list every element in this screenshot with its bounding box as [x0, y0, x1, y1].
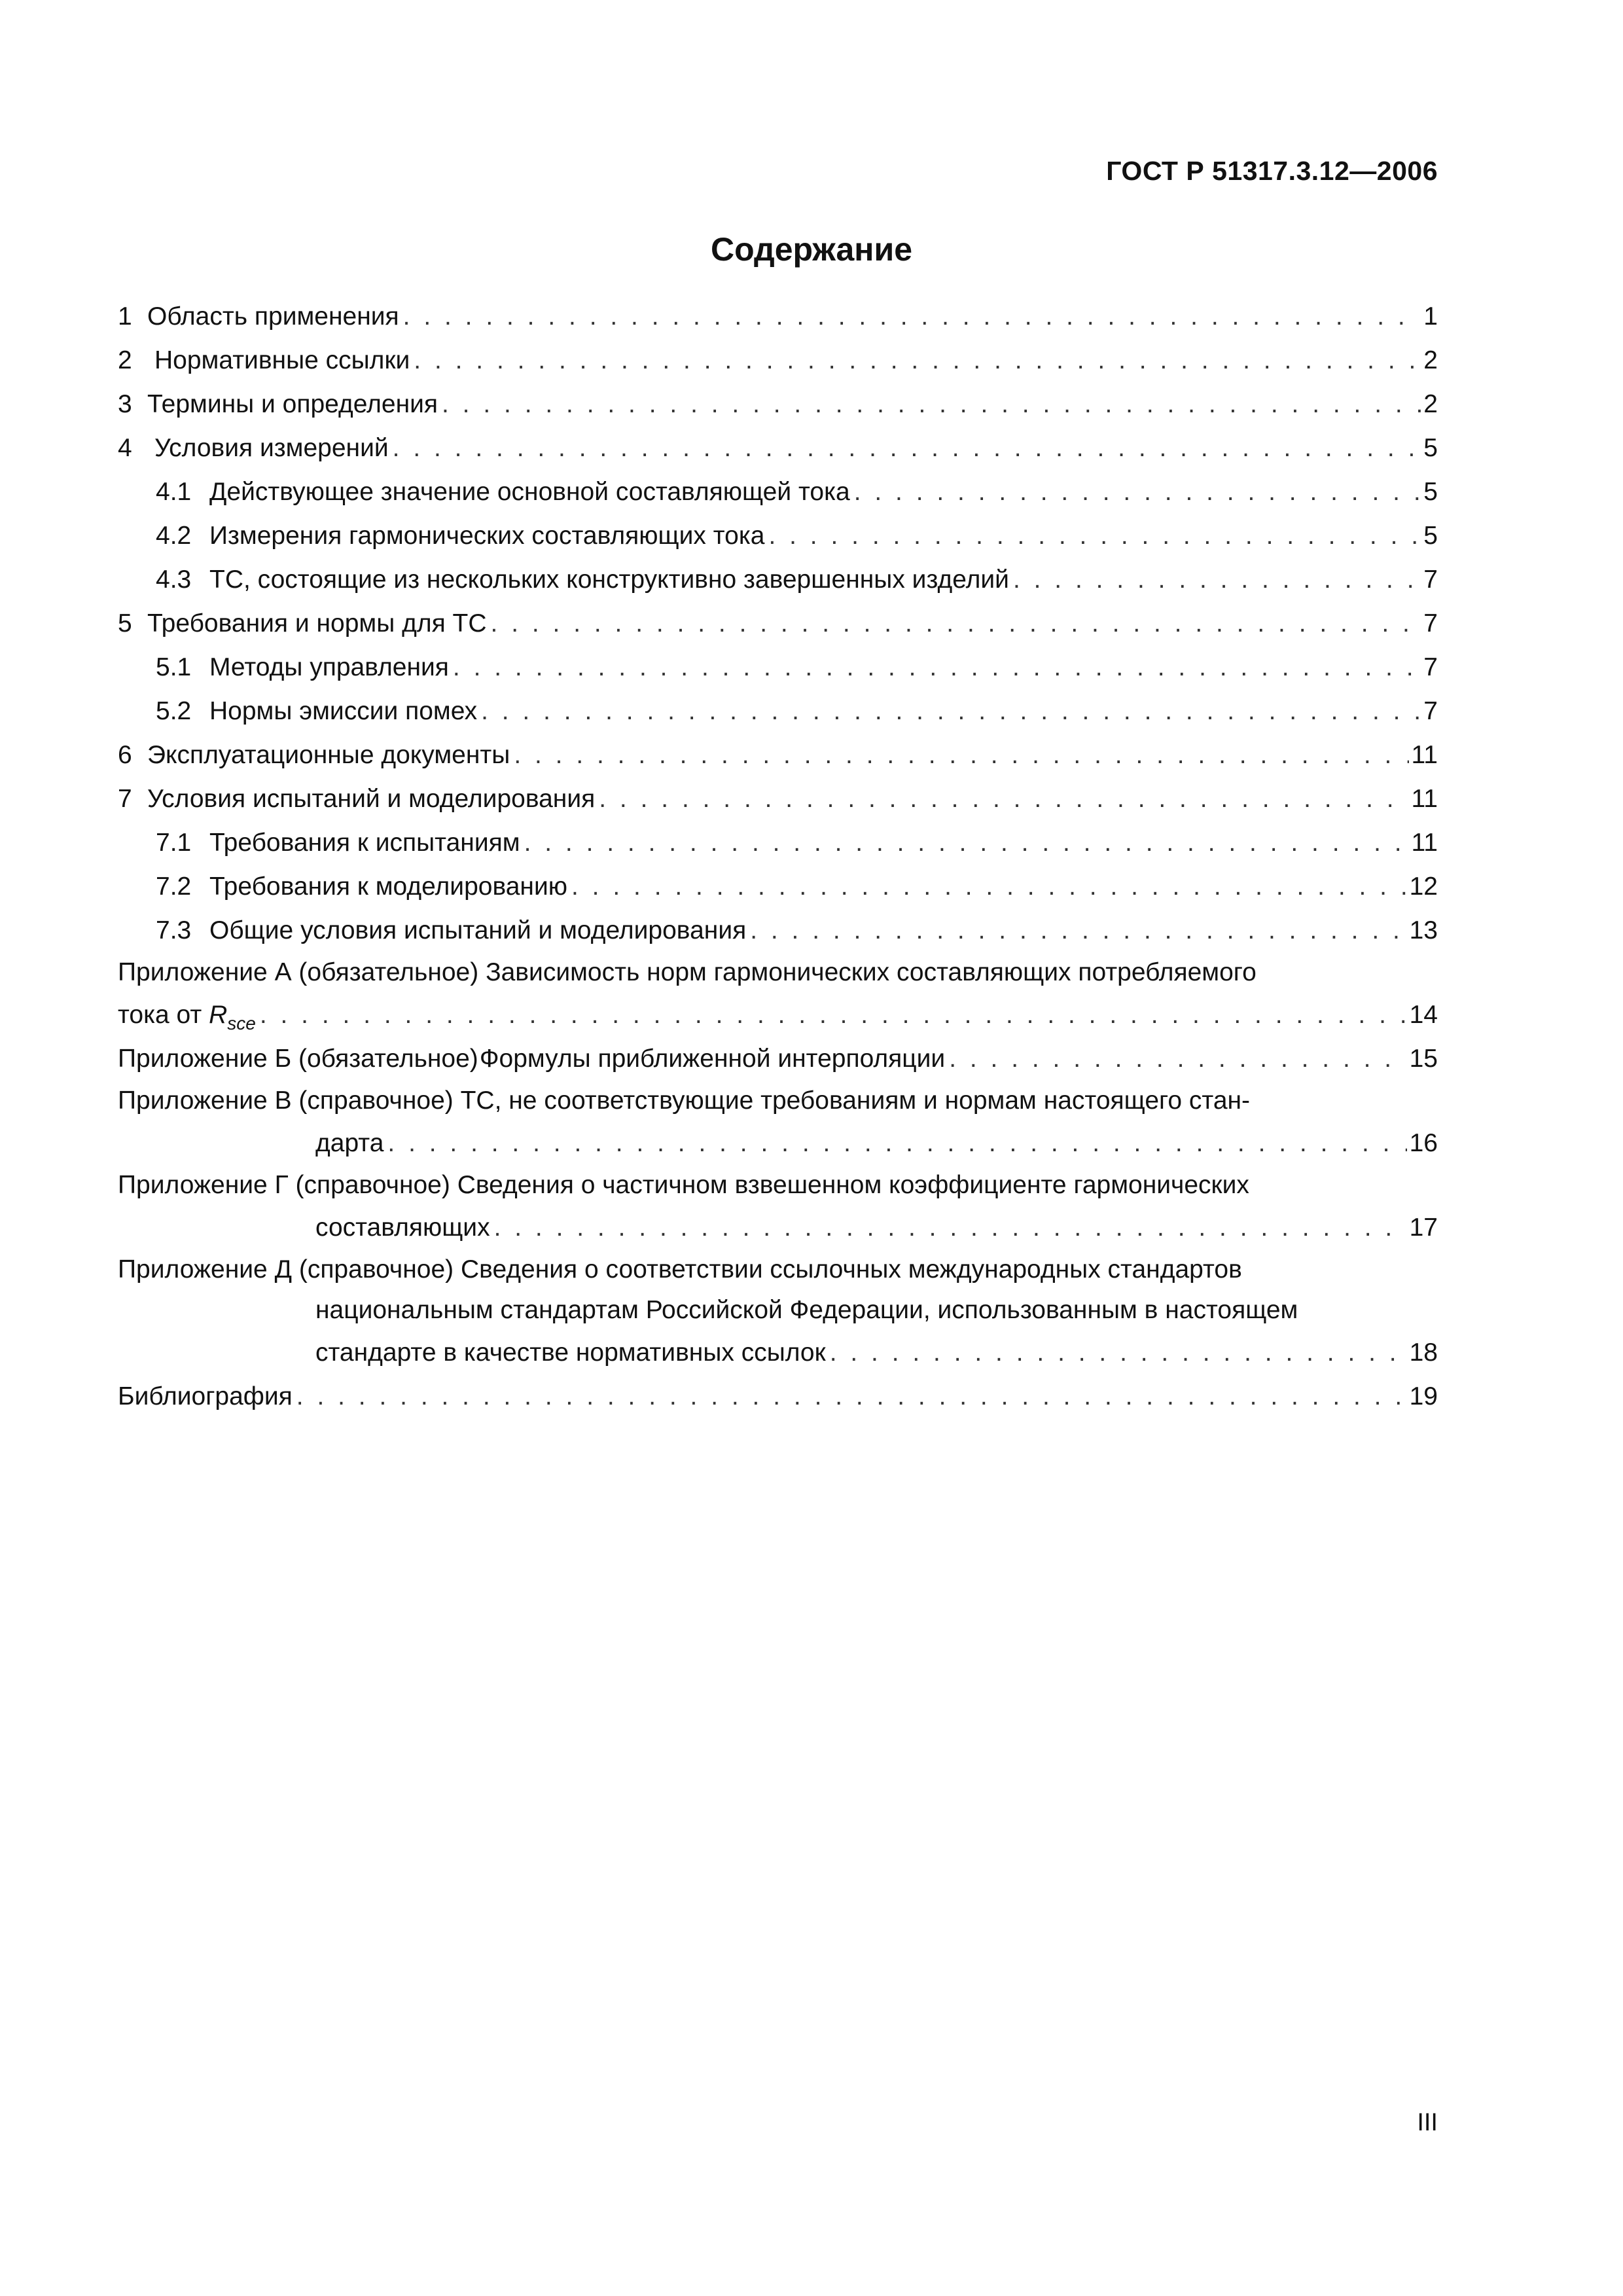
- dot-leader: [830, 1331, 1407, 1374]
- toc-entry-page: 16: [1409, 1129, 1438, 1157]
- appendix-label: Приложение А (обязательное): [118, 958, 479, 986]
- toc-entry[interactable]: [118, 426, 1438, 470]
- toc-entry[interactable]: [118, 295, 1438, 338]
- toc-entry[interactable]: [118, 514, 1438, 558]
- page-number: III: [1417, 2109, 1438, 2136]
- toc-entry[interactable]: [118, 382, 1438, 426]
- appendix-title-text: Формулы приближенной интерполяции: [479, 1045, 946, 1073]
- toc-entry-page: 7: [1423, 653, 1438, 681]
- toc-entry-page: 2: [1423, 346, 1438, 374]
- toc-entry-page: 7: [1423, 697, 1438, 725]
- toc-entry-page: 18: [1409, 1338, 1438, 1367]
- toc-entry-number: 6: [118, 741, 132, 769]
- toc-entry-page: 12: [1409, 872, 1438, 901]
- appendix-title-last: дарта: [315, 1129, 384, 1157]
- toc-entry-title: Требования к моделированию: [209, 872, 568, 901]
- toc-entry-page: 13: [1409, 916, 1438, 944]
- toc-entry-number: 7.1: [156, 829, 192, 857]
- dot-leader: [387, 1121, 1406, 1165]
- r-subscript: sce: [227, 1013, 256, 1033]
- dot-leader: [750, 908, 1406, 952]
- toc-entry[interactable]: [118, 338, 1438, 382]
- appendix-label: Приложение В (справочное): [118, 1086, 454, 1115]
- toc-entry-number: 5.1: [156, 653, 192, 681]
- toc-entry-number: 1: [118, 302, 132, 331]
- toc-entry-title: Методы управления: [209, 653, 449, 681]
- dot-leader: [414, 338, 1421, 382]
- toc-appendix-entry[interactable]: [118, 1165, 1438, 1249]
- dot-leader: [403, 295, 1421, 338]
- toc-entry-number: 4: [118, 434, 132, 462]
- appendix-title-line: ТС, не соответствующие требованиям и нормам настоящего стан-: [460, 1086, 1251, 1115]
- appendix-title-text: тока от: [118, 1001, 209, 1029]
- dot-leader: [1013, 558, 1421, 601]
- toc-entry[interactable]: [118, 689, 1438, 733]
- dot-leader: [524, 821, 1409, 865]
- toc-entry-page: 11: [1411, 741, 1438, 769]
- toc-entry[interactable]: [118, 558, 1438, 601]
- toc-entry[interactable]: [118, 865, 1438, 908]
- appendix-title-line: национальным стандартам Российской Федерации, использованным в настоящем: [315, 1296, 1298, 1324]
- toc-entry[interactable]: [118, 777, 1438, 821]
- toc-entry-title: Эксплуатационные документы: [147, 741, 510, 769]
- appendix-title-last: составляющих: [315, 1213, 490, 1242]
- dot-leader: [854, 470, 1421, 514]
- dot-leader: [494, 1206, 1407, 1249]
- toc-entry-title: Условия измерений: [154, 434, 389, 462]
- toc-appendix-entry[interactable]: [118, 1081, 1438, 1165]
- toc-entry[interactable]: [118, 470, 1438, 514]
- dot-leader: [442, 382, 1421, 426]
- toc-entry-number: 4.2: [156, 522, 192, 550]
- dot-leader: [514, 733, 1408, 777]
- dot-leader: [296, 1374, 1407, 1418]
- appendix-title-last: стандарте в качестве нормативных ссылок: [315, 1338, 826, 1367]
- toc-entry-number: 7: [118, 785, 132, 813]
- toc-entry-title: ТС, состоящие из нескольких конструктивно завершенных изделий: [209, 565, 1009, 594]
- toc-entry-number: 4.1: [156, 478, 192, 506]
- toc-entry-title: Общие условия испытаний и моделирования: [209, 916, 747, 944]
- toc-entry[interactable]: [118, 821, 1438, 865]
- toc-entry-title: Действующее значение основной составляющей тока: [209, 478, 850, 506]
- dot-leader: [481, 689, 1421, 733]
- toc-entry[interactable]: [118, 645, 1438, 689]
- dot-leader: [453, 645, 1421, 689]
- r-symbol: R: [209, 1001, 228, 1029]
- toc-entry-title: Условия испытаний и моделирования: [147, 785, 596, 813]
- toc-entry-page: 5: [1423, 522, 1438, 550]
- appendix-label: Приложение Г (справочное): [118, 1171, 450, 1199]
- toc-entry-page: 5: [1423, 434, 1438, 462]
- toc-entry[interactable]: [118, 908, 1438, 952]
- toc-entry-number: 2: [118, 346, 132, 374]
- toc-appendix-entry[interactable]: [118, 1249, 1438, 1374]
- toc-entry-page: 7: [1423, 565, 1438, 594]
- toc-entry-page: 17: [1409, 1213, 1438, 1242]
- toc-entry[interactable]: [118, 601, 1438, 645]
- appendix-label: Приложение Д (справочное): [118, 1255, 454, 1283]
- toc-entry-number: 4.3: [156, 565, 192, 594]
- toc-entry-number: 7.2: [156, 872, 192, 901]
- appendix-title-line: Сведения о соответствии ссылочных международных стандартов: [461, 1255, 1242, 1283]
- dot-leader: [768, 514, 1421, 558]
- toc-entry-title: Требования к испытаниям: [209, 829, 520, 857]
- toc-entry-page: 19: [1409, 1382, 1438, 1410]
- document-code: ГОСТ Р 51317.3.12—2006: [1106, 156, 1438, 186]
- toc-bibliography-entry[interactable]: [118, 1374, 1438, 1418]
- dot-leader: [491, 601, 1421, 645]
- toc-entry-page: 2: [1423, 390, 1438, 418]
- toc-entry-page: 7: [1423, 609, 1438, 637]
- dot-leader: [571, 865, 1407, 908]
- toc-entry-title: Нормативные ссылки: [154, 346, 410, 374]
- toc-entry-number: 5: [118, 609, 132, 637]
- toc-entry-page: 5: [1423, 478, 1438, 506]
- dot-leader: [260, 993, 1407, 1037]
- toc-entry-title: Область применения: [147, 302, 399, 331]
- toc-entry-page: 14: [1409, 1001, 1438, 1029]
- appendix-title-line: Зависимость норм гармонических составляющих потребляемого: [486, 958, 1257, 986]
- toc-appendix-entry[interactable]: [118, 1037, 1438, 1081]
- dot-leader: [599, 777, 1408, 821]
- toc-entry-number: 3: [118, 390, 132, 418]
- toc-entry-title: Требования и нормы для ТС: [147, 609, 487, 637]
- appendix-title-line: Сведения о частичном взвешенном коэффициенте гармонических: [457, 1171, 1249, 1199]
- table-of-contents: [118, 295, 1438, 1418]
- toc-entry-number: 5.2: [156, 697, 192, 725]
- dot-leader: [393, 426, 1421, 470]
- toc-appendix-entry[interactable]: [118, 952, 1438, 1037]
- appendix-label: Приложение Б (обязательное): [118, 1045, 478, 1073]
- toc-entry-page: 11: [1411, 829, 1438, 857]
- toc-entry[interactable]: [118, 733, 1438, 777]
- bibliography-title: Библиография: [118, 1382, 293, 1410]
- toc-entry-title: Нормы эмиссии помех: [209, 697, 478, 725]
- toc-entry-number: 7.3: [156, 916, 192, 944]
- toc-heading: Содержание: [710, 231, 913, 268]
- toc-entry-page: 1: [1423, 302, 1438, 331]
- toc-entry-title: Измерения гармонических составляющих тока: [209, 522, 765, 550]
- toc-entry-page: 11: [1411, 785, 1438, 813]
- dot-leader: [949, 1037, 1406, 1081]
- toc-entry-title: Термины и определения: [147, 390, 438, 418]
- toc-entry-page: 15: [1409, 1045, 1438, 1073]
